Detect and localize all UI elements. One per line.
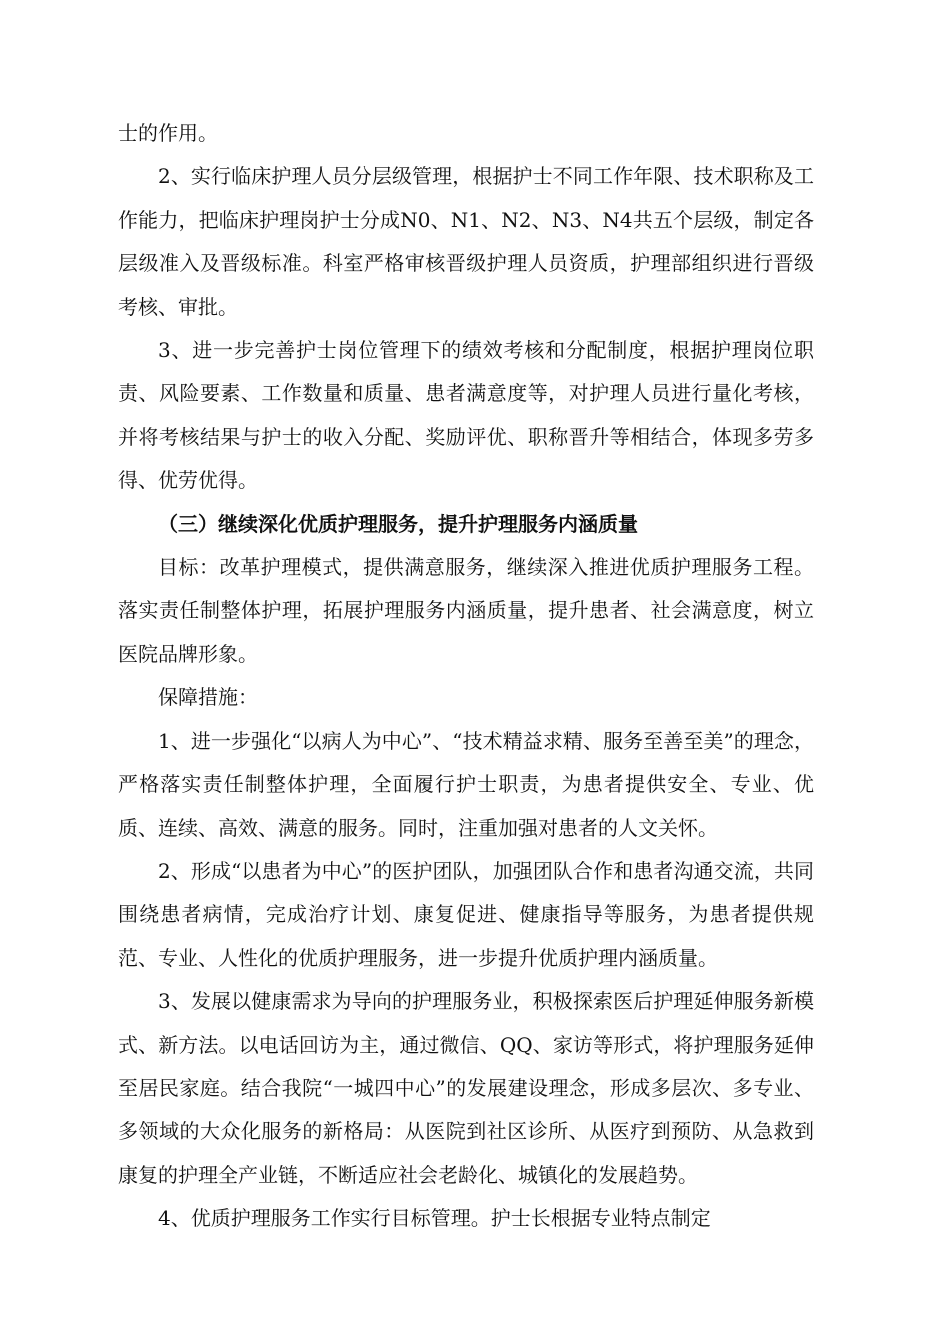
paragraph-measure-2: 2、形成“以患者为中心”的医护团队，加强团队合作和患者沟通交流，共同围绕患者病情，完成治疗计划、康复促进、健康指导等服务，为患者提供规范、专业、人性化的优质护理服务，进一步提升优质护理内涵质量。 (118, 858, 814, 970)
paragraph-goal: 目标：改革护理模式，提供满意服务，继续深入推进优质护理服务工程。落实责任制整体护理，拓展护理服务内涵质量，提升患者、社会满意度，树立医院品牌形象。 (118, 555, 814, 666)
paragraph-measure-4: 4、优质护理服务工作实行目标管理。护士长根据专业特点制定 (158, 1206, 711, 1231)
paragraph-measure-3: 3、发展以健康需求为导向的护理服务业，积极探索医后护理延伸服务新模式、新方法。以电话回访为主，通过微信、QQ、家访等形式，将护理服务延伸至居民家庭。结合我院“一城四中心”的发展建设理念，形成多层次、多专业、多领域的大众化服务的新格局：从医院到社区诊所、从医疗到预防、从急救到康复的护理全产业链，不断适应社会老龄化、城镇化的发展趋势。 (118, 989, 814, 1187)
paragraph-measure-1: 1、进一步强化“以病人为中心”、“技术精益求精、服务至善至美”的理念，严格落实责任制整体护理，全面履行护士职责，为患者提供安全、专业、优质、连续、高效、满意的服务。同时，注重加强对患者的人文关怀。 (118, 728, 814, 840)
section-heading-three: （三）继续深化优质护理服务，提升护理服务内涵质量 (158, 511, 638, 536)
paragraph-item-2-tiered-management: 2、实行临床护理人员分层级管理，根据护士不同工作年限、技术职称及工作能力，把临床护理岗护士分成N0、N1、N2、N3、N4共五个层级，制定各层级准入及晋级标准。科室严格审核晋级护理人员资质，护理部组织进行晋级考核、审批。 (118, 164, 814, 319)
paragraph-item-3-performance-assessment: 3、进一步完善护士岗位管理下的绩效考核和分配制度，根据护理岗位职责、风险要素、工作数量和质量、患者满意度等，对护理人员进行量化考核，并将考核结果与护士的收入分配、奖励评优、职称晋升等相结合，体现多劳多得、优劳优得。 (118, 338, 814, 493)
paragraph-measures-label: 保障措施： (158, 685, 258, 710)
paragraph-continuation: 士的作用。 (118, 121, 218, 145)
document-page (118, 112, 814, 1241)
